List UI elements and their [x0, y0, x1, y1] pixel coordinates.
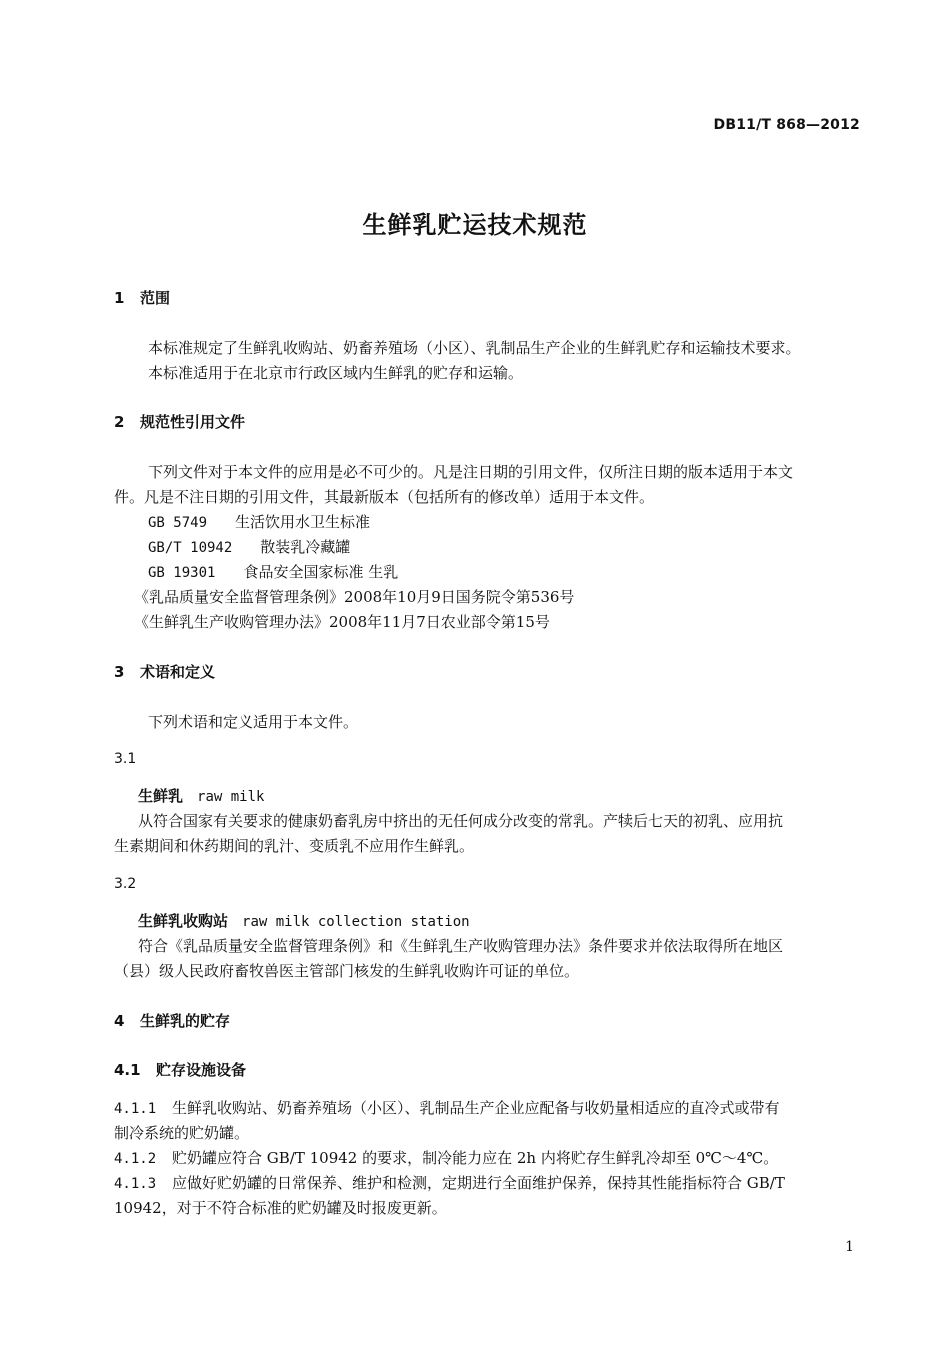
term-definition-line-2: （县）级人民政府畜牧兽医主管部门核发的生鲜乳收购许可证的单位。	[114, 962, 580, 980]
section-title: 术语和定义	[140, 663, 216, 681]
clause-number: 4.1.1	[114, 1101, 157, 1117]
clause-number: 4.1.3	[114, 1176, 157, 1192]
scope-paragraph-2: 本标准适用于在北京市行政区域内生鲜乳的贮存和运输。	[148, 364, 524, 382]
clause-text: 生鲜乳收购站、奶畜养殖场（小区）、乳制品生产企业应配备与收奶量相适应的直冷式或带有	[172, 1099, 780, 1117]
section-4-heading	[114, 1009, 230, 1033]
term-number: 3.2	[114, 876, 137, 892]
term-definition-line-1: 从符合国家有关要求的健康奶畜乳房中挤出的无任何成分改变的常乳。产犊后七天的初乳、应用抗	[138, 812, 784, 830]
reference-item	[148, 560, 398, 585]
reference-item	[148, 510, 370, 535]
reference-code: GB 19301	[148, 565, 216, 581]
clause-4-1-2-line-1	[114, 1146, 778, 1171]
term-definition-line-1: 符合《乳品质量安全监督管理条例》和《生鲜乳生产收购管理办法》条件要求并依法取得所在地区	[138, 937, 784, 955]
clause-4-1-3-line-2: 10942，对于不符合标准的贮奶罐及时报废更新。	[114, 1199, 447, 1217]
reference-item	[148, 535, 350, 560]
section-title: 范围	[140, 289, 171, 307]
section-number: 1	[114, 289, 125, 307]
scope-paragraph-1: 本标准规定了生鲜乳收购站、奶畜养殖场（小区）、乳制品生产企业的生鲜乳贮存和运输技术要求。	[148, 339, 801, 357]
clause-number: 4.1.2	[114, 1151, 157, 1167]
reference-code: GB/T 10942	[148, 540, 233, 556]
section-title: 生鲜乳的贮存	[140, 1012, 231, 1030]
standard-code: DB11/T 868—2012	[713, 117, 860, 133]
section-number: 3	[114, 663, 125, 681]
clause-4-1-1-line-1	[114, 1096, 780, 1121]
term-name: 生鲜乳收购站	[138, 912, 229, 930]
clause-4-1-1-line-2: 制冷系统的贮奶罐。	[114, 1124, 250, 1142]
subsection-4-1-heading	[114, 1058, 246, 1082]
reference-name: 食品安全国家标准 生乳	[243, 563, 399, 581]
terms-intro: 下列术语和定义适用于本文件。	[148, 713, 359, 731]
subsection-number: 4.1	[114, 1061, 141, 1079]
term-definition-line-2: 生素期间和休药期间的乳汁、变质乳不应用作生鲜乳。	[114, 837, 475, 855]
regulation-reference-2: 《生鲜乳生产收购管理办法》2008年11月7日农业部令第15号	[134, 613, 550, 631]
term-heading	[138, 909, 470, 934]
term-name: 生鲜乳	[138, 787, 184, 805]
term-number: 3.1	[114, 751, 137, 767]
section-1-heading	[114, 286, 170, 310]
term-heading	[138, 784, 264, 809]
page-number: 1	[845, 1239, 854, 1255]
term-english: raw milk collection station	[242, 914, 470, 930]
clause-4-1-3-line-1	[114, 1171, 785, 1196]
regulation-reference-1: 《乳品质量安全监督管理条例》2008年10月9日国务院令第536号	[134, 588, 575, 606]
term-english: raw milk	[197, 789, 265, 805]
reference-name: 生活饮用水卫生标准	[235, 513, 371, 531]
references-intro-line-2: 件。凡是不注日期的引用文件，其最新版本（包括所有的修改单）适用于本文件。	[114, 488, 655, 506]
document-title: 生鲜乳贮运技术规范	[362, 211, 588, 239]
reference-code: GB 5749	[148, 515, 208, 531]
section-number: 4	[114, 1012, 125, 1030]
clause-text: 贮奶罐应符合 GB/T 10942 的要求，制冷能力应在 2h 内将贮存生鲜乳冷却至 0℃～4℃。	[172, 1149, 779, 1167]
section-number: 2	[114, 413, 125, 431]
section-3-heading	[114, 660, 215, 684]
reference-name: 散装乳冷藏罐	[260, 538, 351, 556]
section-title: 规范性引用文件	[140, 413, 246, 431]
references-intro-line-1: 下列文件对于本文件的应用是必不可少的。凡是注日期的引用文件，仅所注日期的版本适用于本文	[148, 463, 794, 481]
subsection-title: 贮存设施设备	[156, 1061, 247, 1079]
clause-text: 应做好贮奶罐的日常保养、维护和检测，定期进行全面维护保养，保持其性能指标符合 GB/T	[172, 1174, 785, 1192]
section-2-heading	[114, 410, 245, 434]
